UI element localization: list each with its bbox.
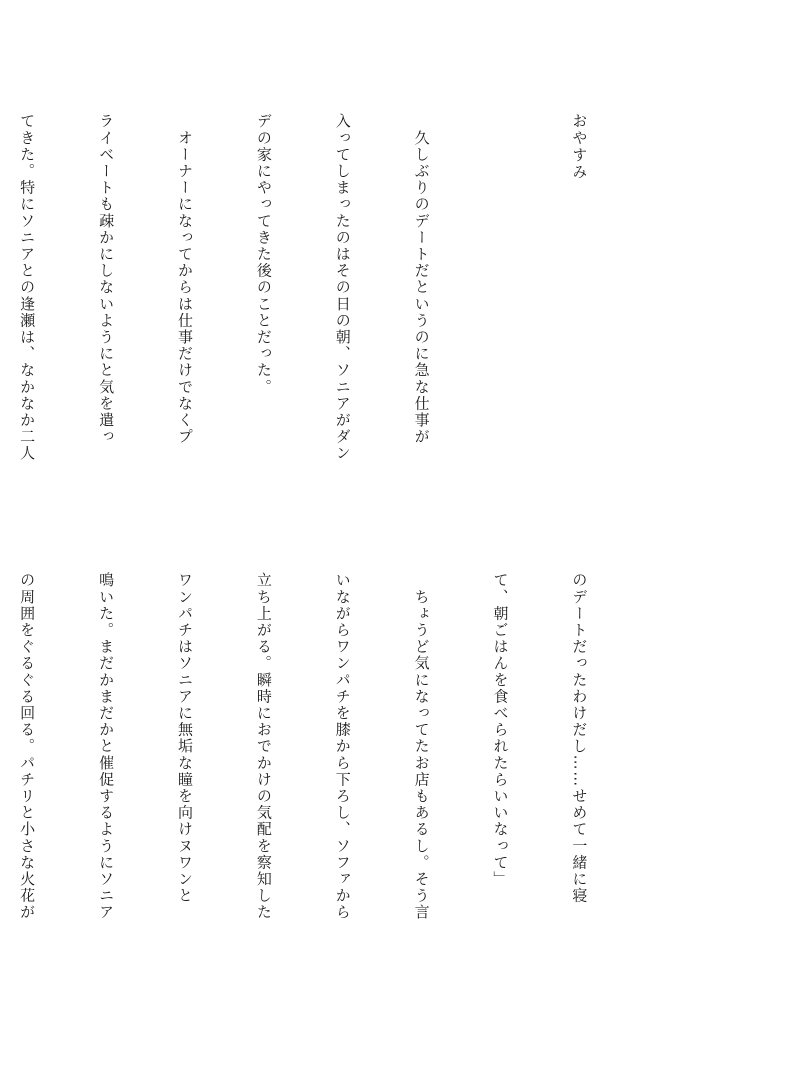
text-column: 鳴いた。まだかまだかと催促するようにソニア <box>97 572 116 921</box>
text-column: ライベートも疎かにしないようにと気を遣っ <box>97 113 116 445</box>
text-column: ちょうど気になってたお店もあるし。そう言 <box>412 572 431 921</box>
text-column: オーナーになってからは仕事だけでなくプ <box>175 113 194 445</box>
text-column: 久しぶりのデートだというのに急な仕事が <box>412 113 431 445</box>
upper-text-block <box>18 113 645 473</box>
text-column: てきた。特にソニアとの逢瀬は、なかなか二人 <box>18 113 37 462</box>
text-column: いながらワンパチを膝から下ろし、ソファから <box>333 572 352 921</box>
story-title: おやすみ <box>570 113 589 181</box>
text-column: 立ち上がる。瞬時におでかけの気配を察知した <box>254 572 273 921</box>
text-column: デの家にやってきた後のことだった。 <box>254 113 273 396</box>
text-column: 入ってしまったのはその日の朝、ソニアがダン <box>333 113 352 462</box>
text-column: の周囲をぐるぐる回る。パチリと小さな火花が <box>18 572 37 921</box>
text-column: て、朝ごはんを食べられたらいいなって」 <box>491 572 510 888</box>
text-column <box>487 113 513 473</box>
text-column: のデートだったわけだし……せめて一緒に寝 <box>570 572 589 904</box>
lower-text-block <box>18 572 645 947</box>
text-column: ワンパチはソニアに無垢な瞳を向けヌワンと <box>175 572 194 904</box>
